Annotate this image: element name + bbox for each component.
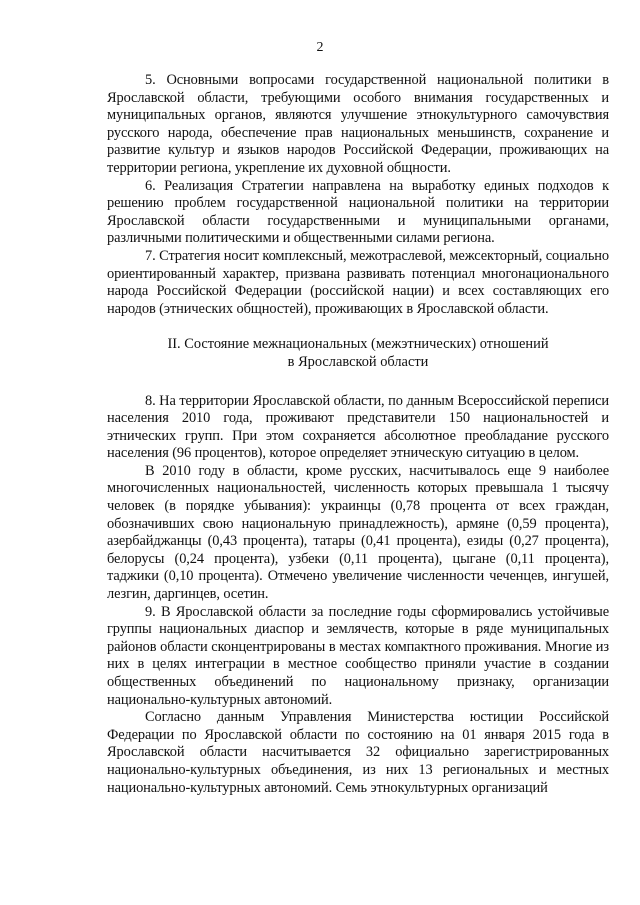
paragraph-9: 9. В Ярославской области за последние годы сформировались устойчивые группы национальных диаспор и землячеств, которые в ряде муниципальных районов области сконцентрированы в местах компактного проживания. Многие из них в целях интеграции в местное сообщество приняли участие в создании общественных объединений по национальному признаку, организации национально-культурных автономий. bbox=[107, 603, 609, 708]
paragraph-5: 5. Основными вопросами государственной национальной политики в Ярославской области, требующими особого внимания государственных и муниципальных органов, являются улучшение этнокультурного самочувствия русского народа, обеспечение прав национальных меньшинств, сохранение и развитие культур и языков народов Российской Федерации, проживающих на территории региона, укрепление их духовной общности. bbox=[107, 72, 609, 176]
spacer bbox=[107, 372, 609, 393]
section-heading-line-1: II. Состояние межнациональных (межэтнических) отношений bbox=[167, 336, 549, 353]
paragraph-ministry-data: Согласно данным Управления Министерства юстиции Российской Федерации по Ярославской области по состоянию на 01 января 2015 года в Ярославской области насчитывается 32 официально зарегистрированных национально-культурных объединения, из них 13 региональных и местных национально-культурных автономий. Семь этнокультурных организаций bbox=[107, 709, 609, 796]
page-number: 2 bbox=[316, 40, 324, 55]
document-body bbox=[107, 72, 609, 797]
paragraph-6: 6. Реализация Стратегии направлена на выработку единых подходов к решению проблем государственной национальной политики на территории Ярославской области государственными и муниципальными органами, различными политическими и общественными силами региона. bbox=[107, 177, 609, 247]
paragraph-7: 7. Стратегия носит комплексный, межотраслевой, межсекторный, социально ориентированный характер, призвана развивать потенциал многонационального народа Российской Федерации (российской нации) и всех составляющих его народов (этнических общностей), проживающих в Ярославской области. bbox=[107, 247, 609, 317]
section-heading-line-2: в Ярославской области bbox=[287, 353, 429, 370]
spacer bbox=[107, 318, 609, 336]
paragraph-8: 8. На территории Ярославской области, по данным Всероссийской переписи населения 2010 года, проживают представители 150 национальностей и этнических групп. При этом сохраняется абсолютное преобладание русского населения (96 процентов), которое определяет этническую ситуацию в целом. bbox=[107, 392, 609, 462]
paragraph-nationalities: В 2010 году в области, кроме русских, насчитывалось еще 9 наиболее многочисленных национальностей, численность которых превышала 1 тысячу человек (в порядке убывания): украинцы (0,78 процента от всех граждан, обозначивших свою национальную принадлежность), армяне (0,59 процента), азербайджанцы (0,43 процента), татары (0,41 процента), езиды (0,27 процента), белорусы (0,24 процента), узбеки (0,11 процента), цыгане (0,11 процента), таджики (0,10 процента). Отмечено увеличение численности чеченцев, ингушей, лезгин, даргинцев, осетин. bbox=[107, 462, 609, 603]
